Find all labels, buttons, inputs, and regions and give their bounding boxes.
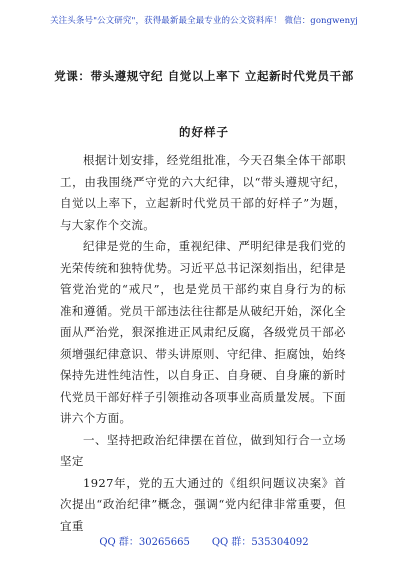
section-heading-1: 一、坚持把政治纪律摆在首位，做到知行合一立场坚定 [60, 432, 346, 468]
footer-contacts [0, 533, 408, 548]
paragraph-intro: 根据计划安排，经党组批准，今天召集全体干部职工，由我围绕严守党的六大纪律，以“带头遵规守纪，自觉以上率下，立起新时代党员干部的好样子”为题，与大家作个交流。 [60, 153, 346, 232]
paragraph-discipline: 纪律是党的生命，重视纪律、严明纪律是我们党的光荣传统和独特优势。习近平总书记深刻指出，纪律是管党治党的“戒尺”，也是党员干部约束自身行为的标准和遵循。党员干部违法往往都是从破纪开始，深化全面从严治党，狠深推进正风肃纪反腐，各级党员干部必须增强纪律意识、带头讲原则、守纪律、拒腐蚀，始终保持先进性纯洁性，以自身正、自身硬、自身廉的新时代党员干部好样子引领推动各项事业高质量发展。下面讲六个方面。 [60, 239, 346, 425]
document-title: 党课：带头遵规守纪 自觉以上率下 立起新时代党员干部 [54, 69, 354, 83]
footer-qq-group-1: QQ 群：30265665 [99, 537, 190, 548]
paragraph-history: 1927年，党的五大通过的《组织问题议决案》首次提出“政治纪律”概念，强调“党内纪律非常重要，但宜重 [60, 475, 346, 533]
document-body [60, 150, 346, 537]
footer-qq-group-2: QQ 群：535304092 [211, 537, 309, 548]
header-banner: 关注头条号"公文研究"，获得最新最全最专业的公文资料库！ 微信：gongwenyj [50, 16, 358, 26]
document-title-continued: 的好样子 [179, 125, 229, 139]
